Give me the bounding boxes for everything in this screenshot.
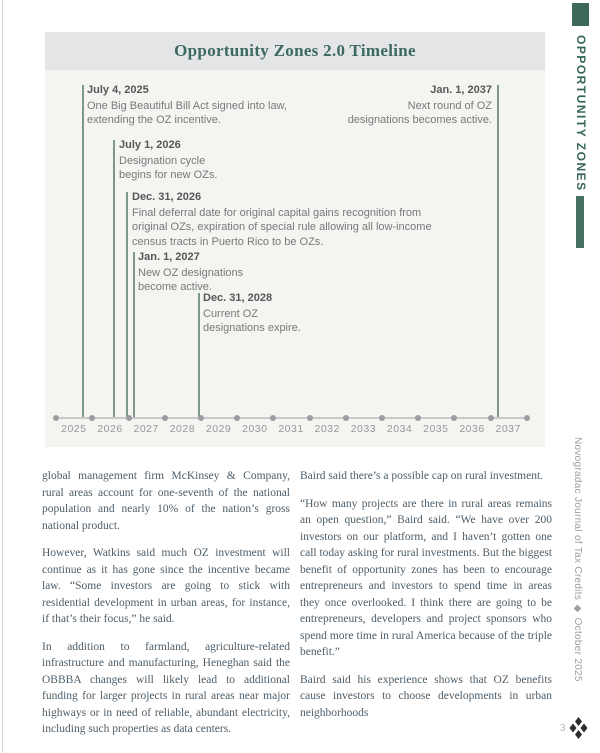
timeline-panel: [45, 32, 545, 447]
timeline-event: [346, 83, 492, 128]
axis-dot: [198, 415, 204, 421]
event-line-dec-2026: [126, 192, 128, 417]
event-line-dec-2028: [198, 293, 200, 417]
event-date: Jan. 1, 2037: [430, 84, 492, 96]
timeline-title: Opportunity Zones 2.0 Timeline: [174, 41, 416, 60]
event-line-jan-2027: [133, 252, 135, 417]
paragraph: However, Watkins said much OZ investment will continue as it has gone since the incentive became law. “Some investors are going to stick with residential development in urban areas, for instance, if that’s their focus,” he said.: [42, 547, 290, 625]
axis-dot: [270, 415, 276, 421]
axis-dot: [379, 415, 385, 421]
timeline-header-band: [45, 32, 545, 70]
event-line-jul-2026: [113, 140, 115, 417]
page-number: 3: [560, 723, 566, 734]
journal-credit-line: Novogradac Journal of Tax Credits ◆ October 2025: [572, 437, 583, 682]
green-bar-marker: [576, 196, 584, 248]
novogradac-diamond-logo: [569, 717, 588, 740]
axis-dot: [162, 415, 168, 421]
axis-dot: [126, 415, 132, 421]
axis-year-label: 2026: [97, 423, 123, 435]
paragraph: Baird said his experience shows that OZ benefits cause investors to choose developments in urban neighborhoods: [300, 673, 552, 719]
page-footer: [560, 717, 596, 740]
event-text: New OZ designations become active.: [138, 266, 244, 294]
axis-dot: [524, 415, 530, 421]
axis-year-label: 2035: [423, 423, 449, 435]
axis-dot: [451, 415, 457, 421]
event-text: Final deferral date for original capital gains recognition from original OZs, expiration of special rule allowing all low-income census tracts in Puerto Rico to be OZs.: [132, 206, 432, 248]
event-date: July 1, 2026: [119, 139, 181, 151]
axis-year-label: 2037: [495, 423, 521, 435]
event-line-jul-2025: [82, 85, 84, 417]
axis-year-label: 2030: [242, 423, 268, 435]
page-edge-line: [2, 0, 3, 753]
axis-year-label: 2033: [350, 423, 377, 435]
axis-year-label: 2036: [459, 423, 485, 435]
paragraph: Baird said there’s a possible cap on rural investment.: [300, 470, 544, 482]
axis-year-label: 2025: [61, 423, 87, 435]
axis-year-label: 2028: [169, 423, 196, 435]
timeline-event: [138, 250, 246, 295]
paragraph: global management firm McKinsey & Company, rural areas account for one-seventh of the national population and nearly 10% of the nation’s gross national product.: [42, 470, 290, 532]
paragraph: “How many projects are there in rural areas remains an open question,” Baird said. “We have over 200 investors on our platform, and I haven’t gotten one call today asking for rural investments. But the biggest benefit of opportunity zones has been to encourage entrepreneurs and investors to spend time in areas they once overlooked. I think there are going to be entrepreneurs, developers and project sponsors who spend more time in rural America because of the triple benefit.”: [300, 497, 552, 658]
axis-year-label: 2032: [314, 423, 340, 435]
axis-dot: [53, 415, 59, 421]
event-text: Current OZ designations expire.: [203, 307, 301, 335]
timeline-event: [119, 138, 227, 183]
axis-year-label: 2031: [278, 423, 304, 435]
event-date: Jan. 1, 2027: [138, 251, 200, 263]
axis-year-label: 2034: [386, 423, 413, 435]
event-line-jan-2037: [497, 85, 499, 417]
event-date: Dec. 31, 2028: [203, 292, 273, 304]
axis-dot: [488, 415, 494, 421]
axis-year-label: 2029: [205, 423, 232, 435]
event-date: July 4, 2025: [87, 84, 149, 96]
timeline-event: [132, 190, 444, 249]
event-text: Next round of OZ designations becomes active.: [347, 99, 492, 127]
event-text: One Big Beautiful Bill Act signed into law, extending the OZ incentive.: [87, 99, 287, 127]
article-left-column: [42, 468, 290, 749]
axis-dot: [415, 415, 421, 421]
axis-dot: [234, 415, 240, 421]
axis-dot: [89, 415, 95, 421]
axis-year-label: 2027: [133, 423, 159, 435]
axis-dot: [343, 415, 349, 421]
axis-dot: [307, 415, 313, 421]
timeline-event: [87, 83, 289, 128]
event-date: Dec. 31, 2026: [132, 191, 202, 203]
green-square-marker: [572, 3, 589, 26]
section-label: OPPORTUNITY ZONES: [574, 35, 588, 192]
timeline-event: [203, 291, 309, 336]
event-text: Designation cycle begins for new OZs.: [119, 154, 218, 182]
timeline-body: [45, 70, 545, 447]
article-right-column: [300, 468, 552, 732]
paragraph: In addition to farmland, agriculture-related infrastructure and manufacturing, Heneghan said the OBBBA changes will likely lead to additional funding for larger projects in rural areas near major highways or in need of reliable, abundant electricity, including such properties as data centers.: [42, 640, 290, 735]
